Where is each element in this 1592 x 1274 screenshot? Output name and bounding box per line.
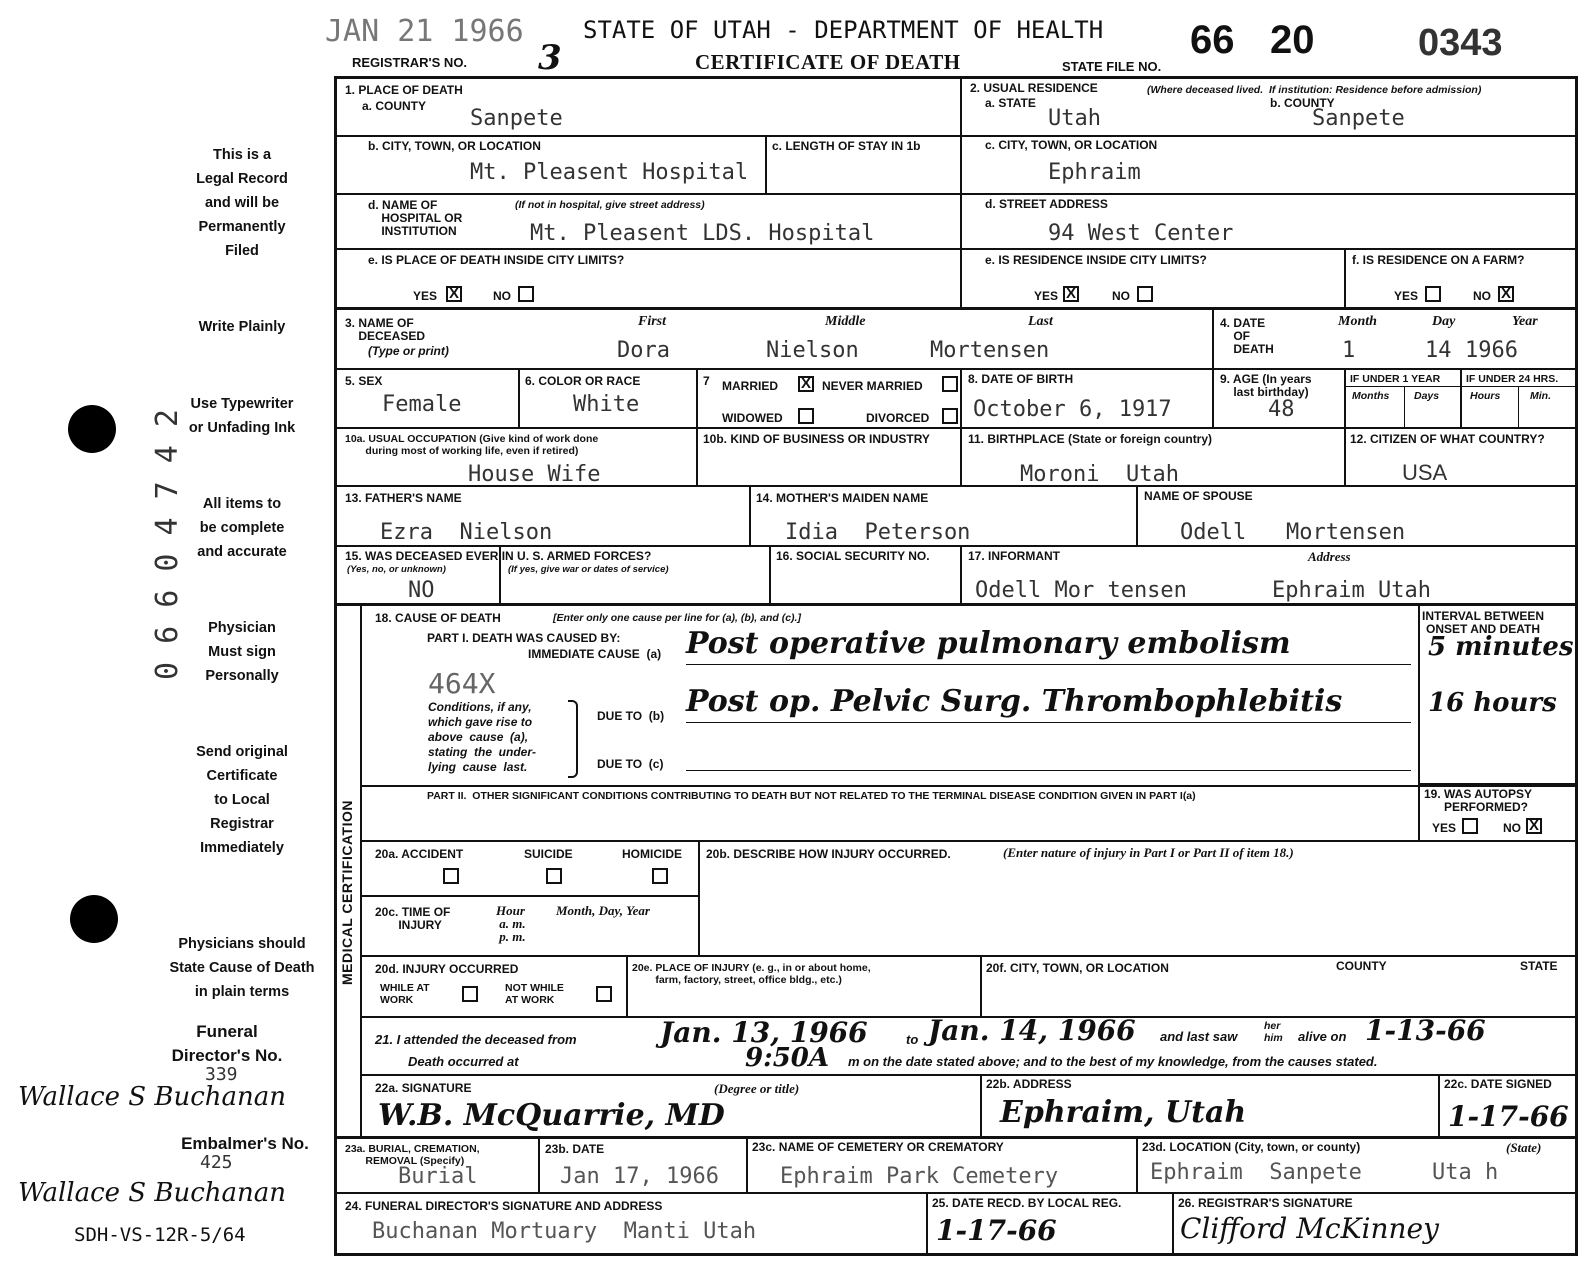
f25-label: 25. DATE RECD. BY LOCAL REG. bbox=[932, 1196, 1122, 1210]
homicide-checkbox[interactable] bbox=[652, 868, 668, 884]
divorced-label: DIVORCED bbox=[866, 411, 930, 425]
farm-yes-label: YES bbox=[1394, 289, 1419, 303]
f2d-label: d. STREET ADDRESS bbox=[985, 197, 1108, 211]
f20b-note: (Enter nature of injury in Part I or Part II of item 18.) bbox=[1003, 845, 1294, 860]
typewriter-note: Use Typewriter or Unfading Ink bbox=[188, 396, 296, 436]
conditions-note: Conditions, if any, which gave rise to above cause (a), stating the under- lying cause last. bbox=[428, 700, 536, 774]
state-paren-label: (State) bbox=[1506, 1140, 1542, 1155]
f1a-label: a. COUNTY bbox=[362, 99, 427, 113]
death-day: 14 bbox=[1425, 338, 1452, 363]
f23a-label: 23a. BURIAL, CREMATION, REMOVAL (Specify) bbox=[345, 1143, 480, 1167]
f10a-label: 10a. USUAL OCCUPATION (Give kind of work done during most of working life, even if retired) bbox=[345, 433, 599, 457]
physician-address: Ephraim, Utah bbox=[1000, 1095, 1247, 1130]
degree-label: (Degree or title) bbox=[714, 1081, 800, 1096]
f3-note: (Type or print) bbox=[368, 344, 449, 358]
f17-label: 17. INFORMANT bbox=[968, 549, 1061, 563]
embalmer-no: 425 bbox=[200, 1152, 233, 1173]
conditions-bracket bbox=[568, 700, 578, 778]
f24-label: 24. FUNERAL DIRECTOR'S SIGNATURE AND ADDRESS bbox=[345, 1199, 663, 1213]
f20f-label: 20f. CITY, TOWN, OR LOCATION bbox=[986, 961, 1169, 975]
last-saw-label: and last saw bbox=[1160, 1029, 1238, 1044]
f2a-label: a. STATE bbox=[985, 96, 1036, 110]
f2f-label: f. IS RESIDENCE ON A FARM? bbox=[1352, 253, 1525, 267]
funeral-director-no: 339 bbox=[205, 1064, 238, 1085]
due-b-label: DUE TO (b) bbox=[597, 709, 665, 723]
farm-yes-checkbox[interactable] bbox=[1425, 286, 1441, 302]
suicide-label: SUICIDE bbox=[524, 847, 573, 861]
city-value: Mt. Pleasent Hospital bbox=[470, 160, 749, 185]
day-label: Day bbox=[1432, 314, 1456, 329]
residence-state: Utah bbox=[1048, 106, 1101, 131]
autopsy-no-checkbox[interactable]: X bbox=[1526, 818, 1542, 834]
mdy-label: Month, Day, Year bbox=[556, 903, 650, 918]
father-name: Ezra Nielson bbox=[380, 520, 553, 545]
never-married-checkbox[interactable] bbox=[942, 376, 958, 392]
res-yes-label: YES bbox=[1034, 289, 1059, 303]
res-inside-no-checkbox[interactable] bbox=[1137, 286, 1153, 302]
f14-label: 14. MOTHER'S MAIDEN NAME bbox=[756, 491, 929, 505]
residence-city: Ephraim bbox=[1048, 160, 1141, 185]
farm-no-label: NO bbox=[1473, 289, 1491, 303]
f22c-label: 22c. DATE SIGNED bbox=[1444, 1077, 1552, 1091]
medical-certification-label: MEDICAL CERTIFICATION bbox=[339, 800, 355, 985]
legal-record-note: This is a Legal Record and will be Permanently Filed bbox=[196, 147, 288, 259]
autopsy-yes-checkbox[interactable] bbox=[1462, 818, 1478, 834]
accident-checkbox[interactable] bbox=[443, 868, 459, 884]
state-label: STATE bbox=[1520, 959, 1558, 973]
date-signed: 1-17-66 bbox=[1448, 1100, 1569, 1133]
funeral-director-value: Buchanan Mortuary Manti Utah bbox=[372, 1219, 757, 1244]
street-value: 94 West Center bbox=[1048, 221, 1234, 246]
last-label: Last bbox=[1028, 314, 1053, 329]
autopsy-yes-label: YES bbox=[1432, 821, 1457, 835]
icd-code: 464X bbox=[428, 667, 496, 700]
due-b-value: Post op. Pelvic Surg. Thrombophlebitis bbox=[686, 684, 1343, 719]
farm-no-checkbox[interactable]: X bbox=[1498, 286, 1514, 302]
year-label: Year bbox=[1512, 314, 1538, 329]
f1d-label: d. NAME OF HOSPITAL OR INSTITUTION bbox=[368, 198, 463, 238]
date-of-birth: October 6, 1917 bbox=[973, 397, 1172, 422]
punch-hole-bottom bbox=[70, 895, 118, 943]
part2-label: PART II. OTHER SIGNIFICANT CONDITIONS CONTRIBUTING TO DEATH BUT NOT RELATED TO THE TERMINAL DISEASE CONDITION GIVEN IN PART I(a) bbox=[427, 790, 1196, 802]
place-yes-label: YES bbox=[413, 289, 438, 303]
f15-note-b: (If yes, give war or dates of service) bbox=[508, 564, 669, 575]
form-code: SDH-VS-12R-5/64 bbox=[74, 1224, 246, 1246]
m-on-label: m on the date stated above; and to the best of my knowledge, from the causes stated. bbox=[848, 1054, 1378, 1069]
spouse-name: Odell Mortensen bbox=[1180, 520, 1406, 545]
never-married-label: NEVER MARRIED bbox=[822, 379, 923, 393]
county-value: Sanpete bbox=[470, 106, 563, 131]
punch-hole-top bbox=[68, 405, 116, 453]
married-checkbox[interactable]: X bbox=[798, 376, 814, 392]
f22b-label: 22b. ADDRESS bbox=[986, 1077, 1072, 1091]
f20d-label: 20d. INJURY OCCURRED bbox=[375, 962, 519, 976]
informant-address: Ephraim Utah bbox=[1272, 578, 1431, 603]
hospital-value: Mt. Pleasent LDS. Hospital bbox=[530, 221, 875, 246]
stamp-date: JAN 21 1966 bbox=[325, 14, 524, 49]
due-c-label: DUE TO (c) bbox=[597, 757, 664, 771]
widowed-checkbox[interactable] bbox=[798, 408, 814, 424]
f19-label: 19. WAS AUTOPSY PERFORMED? bbox=[1424, 787, 1533, 814]
date-received: 1-17-66 bbox=[936, 1214, 1057, 1247]
state-file-no-c: 0343 bbox=[1418, 22, 1503, 64]
vertical-serial-number: 0 6 6 0 4 7 4 2 bbox=[150, 409, 185, 680]
f1e-label: e. IS PLACE OF DEATH INSIDE CITY LIMITS? bbox=[368, 253, 625, 267]
her-him-label: her him bbox=[1264, 1020, 1283, 1044]
county-label: COUNTY bbox=[1336, 959, 1387, 973]
alive-on-value: 1-13-66 bbox=[1365, 1014, 1486, 1047]
funeral-director-signature: Wallace S Buchanan bbox=[18, 1082, 287, 1112]
not-while-label: NOT WHILE AT WORK bbox=[505, 982, 564, 1006]
f15-note-a: (Yes, no, or unknown) bbox=[347, 564, 446, 575]
middle-name: Nielson bbox=[766, 338, 859, 363]
interval-a-value: 5 minutes bbox=[1428, 632, 1574, 662]
death-year: 1966 bbox=[1465, 338, 1518, 363]
while-work-label: WHILE AT WORK bbox=[380, 982, 430, 1006]
hours-label: Hours bbox=[1470, 390, 1501, 402]
f20e-label: 20e. PLACE OF INJURY (e. g., in or about home, farm, factory, street, office bldg., etc.) bbox=[632, 962, 871, 986]
min-label: Min. bbox=[1530, 390, 1551, 402]
hour-label: Hour a. m. p. m. bbox=[496, 903, 526, 944]
state-file-label: STATE FILE NO. bbox=[1062, 59, 1162, 74]
under-year-label: IF UNDER 1 YEAR bbox=[1350, 373, 1441, 385]
spouse-label: NAME OF SPOUSE bbox=[1144, 489, 1253, 503]
f4-label: 4. DATE OF DEATH bbox=[1220, 316, 1274, 356]
f12-label: 12. CITIZEN OF WHAT COUNTRY? bbox=[1350, 432, 1545, 446]
residence-county: Sanpete bbox=[1312, 106, 1405, 131]
embalmer-no-label: Embalmer's No. bbox=[181, 1134, 309, 1153]
f23c-label: 23c. NAME OF CEMETERY OR CREMATORY bbox=[752, 1140, 1004, 1154]
state-file-no-a: 66 bbox=[1190, 18, 1235, 62]
mother-name: Idia Peterson bbox=[785, 520, 971, 545]
part1-label: PART I. DEATH WAS CAUSED BY: bbox=[427, 631, 621, 645]
birthplace-value: Moroni Utah bbox=[1020, 462, 1179, 487]
department-title: STATE OF UTAH - DEPARTMENT OF HEALTH bbox=[583, 16, 1104, 44]
place-inside-yes-checkbox[interactable]: X bbox=[446, 286, 462, 302]
complete-note: All items to be complete and accurate bbox=[197, 496, 287, 560]
burial-date: Jan 17, 1966 bbox=[560, 1164, 719, 1189]
registrar-signature: Clifford McKinney bbox=[1180, 1212, 1439, 1245]
physicians-should-note: Physicians should State Cause of Death in plain terms bbox=[169, 936, 315, 1000]
embalmer-signature: Wallace S Buchanan bbox=[18, 1178, 287, 1208]
months-label: Months bbox=[1352, 390, 1390, 402]
f18-note: [Enter only one cause per line for (a), (b), and (c).] bbox=[553, 612, 801, 624]
attended-to: Jan. 14, 1966 bbox=[928, 1014, 1136, 1047]
age-value: 48 bbox=[1268, 397, 1295, 422]
registrar-no-label: REGISTRAR'S NO. bbox=[352, 55, 468, 70]
death-month: 1 bbox=[1342, 338, 1356, 363]
f1b-label: b. CITY, TOWN, OR LOCATION bbox=[368, 139, 541, 153]
f22a-label: 22a. SIGNATURE bbox=[375, 1081, 472, 1095]
autopsy-no-label: NO bbox=[1503, 821, 1521, 835]
f20a-label: 20a. ACCIDENT bbox=[375, 847, 464, 861]
homicide-label: HOMICIDE bbox=[622, 847, 682, 861]
physician-sign-note: Physician Must sign Personally bbox=[205, 620, 279, 684]
informant-name: Odell Mor tensen bbox=[975, 578, 1187, 603]
middle-label: Middle bbox=[825, 314, 866, 329]
interval-label: INTERVAL BETWEEN ONSET AND DEATH bbox=[1422, 609, 1545, 636]
interval-b-value: 16 hours bbox=[1428, 688, 1557, 718]
f21-label: 21. I attended the deceased from bbox=[375, 1032, 577, 1047]
f1c-label: c. LENGTH OF STAY IN 1b bbox=[772, 139, 921, 153]
occupation-value: House Wife bbox=[468, 462, 601, 487]
f23b-label: 23b. DATE bbox=[545, 1142, 605, 1156]
place-inside-no-checkbox[interactable] bbox=[518, 286, 534, 302]
address-label: Address bbox=[1308, 549, 1351, 564]
f6-label: 6. COLOR OR RACE bbox=[525, 374, 641, 388]
registrar-no-value: 3 bbox=[538, 38, 562, 78]
alive-on-label: alive on bbox=[1298, 1029, 1347, 1044]
place-no-label: NO bbox=[493, 289, 511, 303]
f20b-label: 20b. DESCRIBE HOW INJURY OCCURRED. bbox=[706, 847, 951, 861]
suicide-checkbox[interactable] bbox=[546, 868, 562, 884]
last-name: Mortensen bbox=[930, 338, 1050, 363]
death-time: 9:50A bbox=[745, 1043, 830, 1073]
widowed-label: WIDOWED bbox=[722, 411, 783, 425]
certificate-title: CERTIFICATE OF DEATH bbox=[695, 50, 961, 74]
burial-value: Burial bbox=[398, 1164, 478, 1189]
immediate-cause-value: Post operative pulmonary embolism bbox=[686, 626, 1291, 661]
res-no-label: NO bbox=[1112, 289, 1130, 303]
write-plainly-note: Write Plainly bbox=[198, 319, 286, 335]
f23d-label: 23d. LOCATION (City, town, or county) bbox=[1142, 1140, 1361, 1154]
race-value: White bbox=[573, 392, 640, 417]
immediate-cause-label: IMMEDIATE CAUSE (a) bbox=[528, 647, 662, 661]
attended-from: Jan. 13, 1966 bbox=[660, 1016, 868, 1049]
f26-label: 26. REGISTRAR'S SIGNATURE bbox=[1178, 1196, 1353, 1210]
f16-label: 16. SOCIAL SECURITY NO. bbox=[776, 549, 930, 563]
f2-label: 2. USUAL RESIDENCE bbox=[970, 81, 1098, 95]
state-file-no-b: 20 bbox=[1270, 18, 1315, 62]
res-inside-yes-checkbox[interactable]: X bbox=[1063, 286, 1079, 302]
first-name: Dora bbox=[617, 338, 670, 363]
days-label: Days bbox=[1414, 390, 1440, 402]
month-label: Month bbox=[1338, 314, 1377, 329]
divorced-checkbox[interactable] bbox=[942, 408, 958, 424]
while-work-checkbox[interactable] bbox=[462, 986, 478, 1002]
f8-label: 8. DATE OF BIRTH bbox=[968, 372, 1074, 386]
to-label: to bbox=[906, 1032, 919, 1047]
physician-signature: W.B. McQuarrie, MD bbox=[378, 1098, 725, 1133]
death-occurred-label: Death occurred at bbox=[408, 1054, 519, 1069]
f1d-note: (If not in hospital, give street address) bbox=[515, 199, 705, 211]
f5-label: 5. SEX bbox=[345, 374, 383, 388]
funeral-director-no-label: Funeral Director's No. bbox=[171, 1022, 283, 1065]
not-while-checkbox[interactable] bbox=[596, 986, 612, 1002]
f20c-label: 20c. TIME OF INJURY bbox=[375, 905, 451, 932]
f2-note: (Where deceased lived. If institution: Residence before admission) bbox=[1147, 84, 1482, 96]
sex-value: Female bbox=[382, 392, 462, 417]
f2b-label: b. COUNTY bbox=[1270, 96, 1335, 110]
f15-label: 15. WAS DECEASED EVER IN U. S. ARMED FORCES? bbox=[345, 549, 652, 563]
f13-label: 13. FATHER'S NAME bbox=[345, 491, 462, 505]
send-original-note: Send original Certificate to Local Registrar Immediately bbox=[196, 744, 288, 856]
f2c-label: c. CITY, TOWN, OR LOCATION bbox=[985, 138, 1158, 152]
f10b-label: 10b. KIND OF BUSINESS OR INDUSTRY bbox=[703, 432, 930, 446]
citizen-value: USA bbox=[1402, 460, 1448, 485]
f3-label: 3. NAME OF DECEASED bbox=[345, 316, 426, 343]
f18-label: 18. CAUSE OF DEATH bbox=[375, 611, 501, 625]
armed-forces-value: NO bbox=[408, 578, 435, 603]
location-state: Uta h bbox=[1432, 1160, 1499, 1185]
f7-label: 7 bbox=[703, 374, 710, 388]
f9-label: 9. AGE (In years last birthday) bbox=[1220, 372, 1312, 399]
f11-label: 11. BIRTHPLACE (State or foreign country) bbox=[968, 432, 1213, 446]
under-24-label: IF UNDER 24 HRS. bbox=[1466, 373, 1559, 385]
location-value: Ephraim Sanpete bbox=[1150, 1160, 1362, 1185]
f2e-label: e. IS RESIDENCE INSIDE CITY LIMITS? bbox=[985, 253, 1207, 267]
married-label: MARRIED bbox=[722, 379, 778, 393]
first-label: First bbox=[638, 314, 667, 329]
cemetery-value: Ephraim Park Cemetery bbox=[780, 1164, 1059, 1189]
f1-label: 1. PLACE OF DEATH bbox=[345, 83, 463, 97]
